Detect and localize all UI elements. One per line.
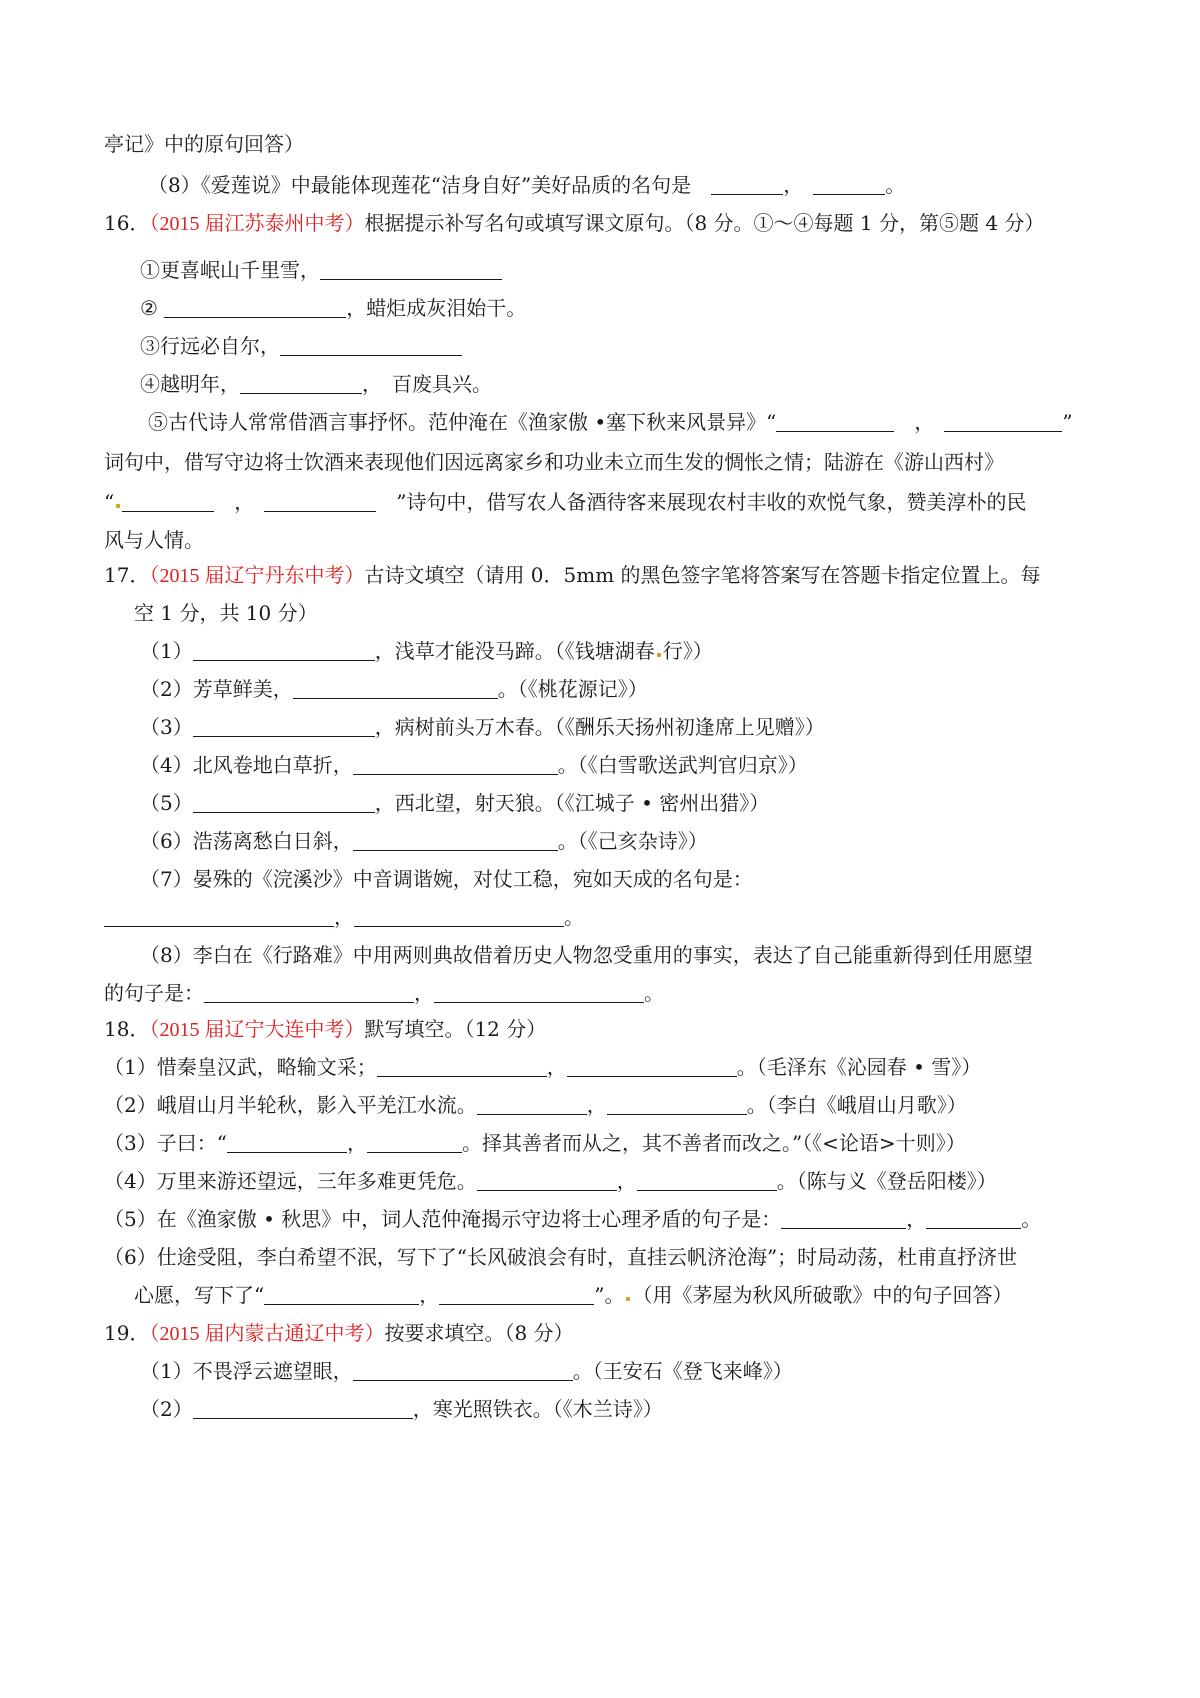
answer-blank	[353, 828, 558, 851]
text-line	[140, 1356, 793, 1386]
question-17-heading	[104, 560, 1041, 591]
line-text: ，	[214, 490, 265, 514]
line-text: （用《茅屋为秋风所破歌》中的句子回答）	[632, 1283, 1013, 1307]
line-text: （4）万里来游还望远，三年多难更凭危。	[104, 1169, 477, 1193]
answer-blank	[434, 980, 644, 1003]
line-text: 根据提示补写名句或填写课文原句。（8 分。①～④每题 1 分，第⑤题 4 分）	[364, 211, 1045, 235]
line-text: （2）	[140, 1397, 193, 1421]
source-tag: （2015 届辽宁大连中考）	[149, 1019, 365, 1041]
line-text: （1）不畏浮云遮望眼，	[140, 1359, 353, 1383]
line-text: ，病树前头万木春。（《酬乐天扬州初逢席上见赠》）	[374, 715, 825, 739]
line-text: ， 百废具兴。	[362, 372, 492, 396]
line-text: （6）浩荡离愁白日斜，	[140, 829, 353, 853]
text-line	[148, 407, 1073, 437]
text-line	[140, 750, 808, 780]
line-text: 。（王安石《登飞来峰》）	[572, 1359, 793, 1383]
answer-blank	[193, 638, 375, 661]
answer-blank	[781, 1206, 906, 1229]
text-line	[140, 864, 753, 894]
answer-blank	[567, 1054, 737, 1077]
line-text: 。（毛泽东《沁园春 • 雪》）	[736, 1055, 982, 1079]
answer-blank	[439, 1282, 594, 1305]
line-text: 。	[1021, 1207, 1042, 1231]
line-text: 16．	[104, 211, 150, 235]
answer-blank	[926, 1206, 1021, 1229]
text-line	[140, 293, 526, 323]
line-text: ，寒光照铁衣。（《木兰诗》）	[412, 1397, 663, 1421]
line-text: （5）	[140, 791, 193, 815]
line-text: 。（李白《峨眉山月歌》）	[746, 1093, 967, 1117]
line-text: 。（陈与义《登岳阳楼》）	[776, 1169, 997, 1193]
line-text: 的句子是：	[104, 981, 204, 1005]
text-line	[104, 129, 304, 159]
line-text: 行》）	[662, 639, 713, 663]
line-text: ，	[346, 1131, 367, 1155]
line-text: ，	[616, 1169, 637, 1193]
answer-blank	[377, 1054, 547, 1077]
line-text: 17．	[104, 563, 150, 587]
line-text: 空 1 分，共 10 分）	[134, 601, 318, 625]
answer-blank	[264, 489, 376, 512]
line-text: ②	[140, 296, 165, 320]
answer-blank	[193, 714, 375, 737]
text-line	[140, 788, 769, 818]
text-line	[140, 712, 825, 742]
line-text: （2）芳草鲜美，	[140, 677, 293, 701]
text-line	[140, 940, 1033, 970]
text-line	[104, 1090, 967, 1120]
text-line	[140, 1394, 663, 1424]
line-text: ④越明年，	[140, 372, 240, 396]
text-line	[104, 1128, 966, 1158]
text-line	[104, 487, 1026, 517]
text-line	[134, 598, 318, 628]
text-line	[140, 826, 708, 856]
text-line	[140, 636, 713, 666]
line-text: （1）惜秦皇汉武，略输文采；	[104, 1055, 377, 1079]
ink-dot	[626, 1297, 630, 1301]
line-text: ，	[586, 1093, 607, 1117]
answer-blank	[240, 371, 362, 394]
line-text: ，	[894, 410, 945, 434]
line-text: （6）仕途受阻，李白希望不泯，写下了“长风破浪会有时，直挂云帆济沧海”；时局动荡，杜甫直抒济世	[104, 1245, 1018, 1269]
line-text: 。（《己亥杂诗》）	[557, 829, 708, 853]
line-text: （3）	[140, 715, 193, 739]
line-text: （4）北风卷地白草折，	[140, 753, 353, 777]
text-line	[104, 447, 1004, 477]
line-text: ”诗句中，借写农人备酒待客来展现农村丰收的欢悦气象，赞美淳朴的民	[376, 490, 1027, 514]
answer-blank	[204, 980, 414, 1003]
answer-blank	[711, 172, 783, 195]
answer-blank	[280, 333, 462, 356]
line-text: ，浅草才能没马蹄。（《钱塘湖春	[374, 639, 655, 663]
text-line	[134, 1280, 1012, 1310]
answer-blank	[193, 1396, 413, 1419]
question-16-heading	[104, 208, 1044, 239]
line-text: 。	[644, 981, 664, 1005]
line-text: ，	[546, 1055, 567, 1079]
answer-blank	[354, 904, 564, 927]
text-line	[104, 1166, 997, 1196]
ink-dot	[657, 653, 661, 657]
line-text: （1）	[140, 639, 193, 663]
text-line	[140, 674, 648, 704]
text-line	[104, 978, 664, 1008]
text-line	[104, 902, 584, 932]
line-text: 19．	[104, 1321, 150, 1345]
answer-blank	[813, 172, 885, 195]
line-text: ③行远必自尔，	[140, 334, 280, 358]
line-text: 词句中，借写守边将士饮酒来表现他们因远离家乡和功业未立而生发的惆怅之情；陆游在《游山西村》	[104, 450, 1004, 474]
line-text: 。	[885, 173, 906, 197]
line-text: ，	[906, 1207, 927, 1231]
line-text: 亭记》中的原句回答）	[104, 132, 304, 156]
answer-blank	[193, 790, 375, 813]
line-text: 心愿，写下了“	[134, 1283, 265, 1307]
answer-blank	[353, 1358, 573, 1381]
question-18-heading	[104, 1014, 546, 1045]
answer-blank	[367, 1130, 462, 1153]
line-text: ”。	[594, 1283, 625, 1307]
line-text: 。（《白雪歌送武判官归京》）	[557, 753, 808, 777]
question-19-heading	[104, 1318, 574, 1349]
line-text: ，	[783, 173, 814, 197]
answer-blank	[227, 1130, 347, 1153]
answer-blank	[477, 1168, 617, 1191]
answer-blank	[122, 489, 214, 512]
answer-blank	[607, 1092, 747, 1115]
line-text: 古诗文填空（请用 0．5mm 的黑色签字笔将答案写在答题卡指定位置上。每	[364, 563, 1041, 587]
source-tag: （2015 届江苏泰州中考）	[149, 213, 365, 235]
line-text: （5）在《渔家傲 • 秋思》中，词人范仲淹揭示守边将士心理矛盾的句子是：	[104, 1207, 782, 1231]
line-text: ⑤古代诗人常常借酒言事抒怀。范仲淹在《渔家傲 •塞下秋来风景异》“	[148, 410, 777, 434]
answer-blank	[477, 1092, 587, 1115]
line-text: 按要求填空。（8 分）	[384, 1321, 574, 1345]
text-line	[140, 255, 502, 285]
line-text: 。（《桃花源记》）	[497, 677, 648, 701]
answer-blank	[104, 904, 334, 927]
answer-blank	[320, 257, 502, 280]
line-text: 默写填空。（12 分）	[364, 1017, 547, 1041]
answer-blank	[164, 295, 346, 318]
text-line	[140, 369, 492, 399]
text-line	[104, 1052, 981, 1082]
line-text: ，蜡炬成灰泪始干。	[346, 296, 527, 320]
text-line	[104, 1242, 1017, 1272]
answer-blank	[944, 409, 1062, 432]
line-text: 18．	[104, 1017, 150, 1041]
text-line	[104, 525, 204, 555]
ink-dot	[116, 504, 120, 508]
line-text: “	[104, 490, 115, 514]
text-line	[148, 170, 905, 200]
line-text: ，	[334, 905, 354, 929]
line-text: 。	[564, 905, 584, 929]
source-tag: （2015 届辽宁丹东中考）	[149, 565, 365, 587]
line-text: ①更喜岷山千里雪，	[140, 258, 320, 282]
answer-blank	[776, 409, 894, 432]
line-text: 。择其善者而从之，其不善者而改之。”（《<论语>十则》）	[461, 1131, 966, 1155]
line-text: ”	[1062, 410, 1073, 434]
line-text: （2）峨眉山月半轮秋，影入平羌江水流。	[104, 1093, 477, 1117]
text-line	[104, 1204, 1041, 1234]
line-text: （3）子曰：“	[104, 1131, 227, 1155]
text-line	[140, 331, 462, 361]
line-text: （8）《爱莲说》中最能体现莲花“洁身自好”美好品质的名句是	[148, 173, 712, 197]
line-text: （7）晏殊的《浣溪沙》中音调谐婉，对仗工稳，宛如天成的名句是：	[140, 867, 753, 891]
line-text: ，	[419, 1283, 440, 1307]
answer-blank	[637, 1168, 777, 1191]
line-text: ，西北望，射天狼。（《江城子 • 密州出猎》）	[374, 791, 770, 815]
answer-blank	[293, 676, 498, 699]
line-text: 风与人情。	[104, 528, 204, 552]
answer-blank	[264, 1282, 419, 1305]
line-text: ，	[414, 981, 434, 1005]
line-text: （8）李白在《行路难》中用两则典故借着历史人物忽受重用的事实，表达了自己能重新得到任用愿望	[140, 943, 1033, 967]
answer-blank	[353, 752, 558, 775]
source-tag: （2015 届内蒙古通辽中考）	[149, 1323, 385, 1345]
